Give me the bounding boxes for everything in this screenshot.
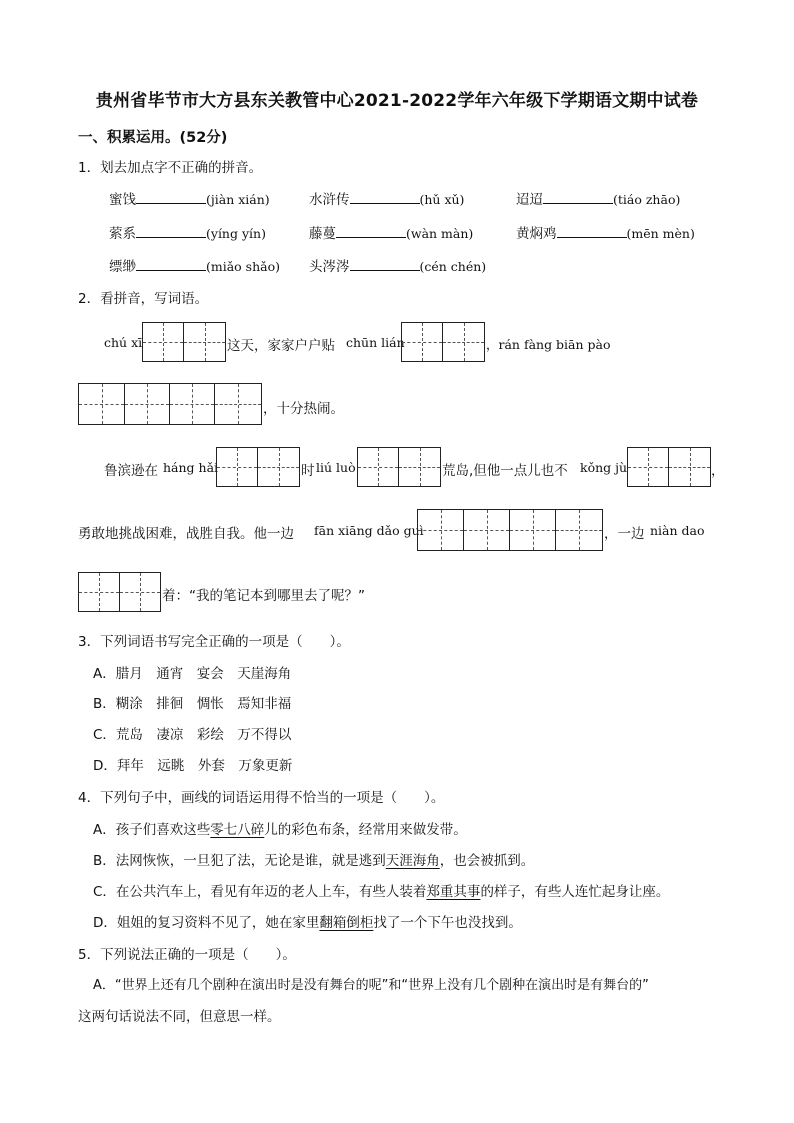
q1-pinyin: (mēn mèn) xyxy=(626,226,695,241)
option-text: D．姐姐的复习资料不见了，她在家里 xyxy=(93,915,320,931)
q1-word: 藤蔓 xyxy=(309,226,336,242)
q1-word: 黄焖鸡 xyxy=(516,226,557,242)
q1-item xyxy=(109,255,280,275)
sentence-text: ， xyxy=(711,463,725,479)
q1-item xyxy=(309,188,464,208)
sentence-text: ，十分热闹。 xyxy=(263,401,344,417)
underlined-phrase: 郑重其事 xyxy=(426,884,481,900)
option-d[interactable]: D．拜年 远眺 外套 万象更新 xyxy=(93,758,293,774)
answer-blank[interactable] xyxy=(557,224,627,238)
grid-cell[interactable] xyxy=(399,448,440,486)
option-text: B．法网恢恢，一旦犯了法，无论是谁，就是逃到 xyxy=(93,853,386,869)
grid-cell[interactable] xyxy=(120,573,160,611)
grid-cell[interactable] xyxy=(402,323,443,361)
pinyin-prompt: ，rán fàng biān pào xyxy=(486,337,611,352)
pinyin-prompt: niàn dao xyxy=(650,523,705,538)
q1-pinyin: (tiáo zhāo) xyxy=(613,192,681,207)
question-3-stem: 3．下列词语书写完全正确的一项是（ ）。 xyxy=(78,634,350,650)
underlined-phrase: 天涯海角 xyxy=(385,853,440,869)
grid-cell[interactable] xyxy=(464,510,510,550)
option-text: ，也会被抓到。 xyxy=(439,853,535,869)
sentence-text: ，一边 xyxy=(604,526,645,542)
underlined-phrase: 零七八碎 xyxy=(210,822,265,838)
sentence-text: 这天，家家户户贴 xyxy=(227,338,335,354)
answer-blank[interactable] xyxy=(136,224,206,238)
q1-item xyxy=(516,222,695,242)
pinyin-prompt: háng hǎi xyxy=(163,460,219,475)
option-d[interactable] xyxy=(93,911,522,931)
option-a[interactable]: A．“世界上还有几个剧种在演出时是没有舞台的呢”和“世界上没有几个剧种在演出时是有舞台的” xyxy=(93,978,649,993)
option-b[interactable]: B．糊涂 排徊 惆怅 焉知非福 xyxy=(93,696,292,712)
q1-word: 萦系 xyxy=(109,226,136,242)
answer-blank[interactable] xyxy=(350,257,420,271)
grid-cell[interactable] xyxy=(215,384,261,424)
q1-word: 水浒传 xyxy=(309,192,350,208)
sentence-text: 鲁滨逊在 xyxy=(104,463,158,479)
option-a[interactable]: A．腊月 通宵 宴会 天崖海角 xyxy=(93,666,292,682)
option-b[interactable] xyxy=(93,849,534,869)
q1-pinyin: (miǎo shǎo) xyxy=(206,259,280,274)
exam-title: 贵州省毕节市大方县东关教管中心2021-2022学年六年级下学期语文期中试卷 xyxy=(95,91,699,111)
grid-cell[interactable] xyxy=(443,323,484,361)
sentence-text: 荒岛,但他一点儿也不 xyxy=(442,463,568,479)
writing-grid-2[interactable] xyxy=(401,322,485,362)
writing-grid-2[interactable] xyxy=(627,447,711,487)
grid-cell[interactable] xyxy=(418,510,464,550)
underlined-phrase: 翻箱倒柜 xyxy=(319,915,374,931)
option-c[interactable]: C．荒岛 凄凉 彩绘 万不得以 xyxy=(93,727,292,743)
sentence-text: 勇敢地挑战困难，战胜自我。他一边 xyxy=(78,526,294,542)
pinyin-prompt: kǒng jù xyxy=(580,460,628,475)
writing-grid-2[interactable] xyxy=(216,447,300,487)
grid-cell[interactable] xyxy=(79,384,125,424)
pinyin-prompt: fān xiāng dǎo guì xyxy=(314,523,424,538)
option-text: A．孩子们喜欢这些 xyxy=(93,822,211,838)
answer-blank[interactable] xyxy=(136,190,206,204)
pinyin-prompt: chūn lián xyxy=(346,335,405,350)
grid-cell[interactable] xyxy=(669,448,710,486)
grid-cell[interactable] xyxy=(79,573,120,611)
pinyin-prompt: chú xī xyxy=(104,335,143,350)
q1-item xyxy=(109,222,266,242)
pinyin-prompt: liú luò xyxy=(316,460,356,475)
writing-grid-2[interactable] xyxy=(142,322,226,362)
q1-pinyin: (hǔ xǔ) xyxy=(419,192,465,207)
q1-item xyxy=(109,188,270,208)
grid-cell[interactable] xyxy=(125,384,170,424)
answer-blank[interactable] xyxy=(336,224,406,238)
sentence-text: 时 xyxy=(301,463,315,479)
option-text: 儿的彩色布条，经常用来做发带。 xyxy=(264,822,467,838)
sentence-text: 着：“我的笔记本到哪里去了呢？” xyxy=(162,588,365,604)
q1-pinyin: (cén chén) xyxy=(419,259,487,274)
grid-cell[interactable] xyxy=(258,448,299,486)
grid-cell[interactable] xyxy=(184,323,225,361)
grid-cell[interactable] xyxy=(170,384,215,424)
grid-cell[interactable] xyxy=(628,448,669,486)
grid-cell[interactable] xyxy=(510,510,556,550)
q1-word: 缥缈 xyxy=(109,259,136,275)
q1-word: 蜜饯 xyxy=(109,192,136,208)
answer-blank[interactable] xyxy=(350,190,420,204)
grid-cell[interactable] xyxy=(556,510,602,550)
writing-grid-2[interactable] xyxy=(357,447,441,487)
answer-blank[interactable] xyxy=(543,190,613,204)
grid-cell[interactable] xyxy=(358,448,399,486)
q1-word: 迢迢 xyxy=(516,192,543,208)
question-4-stem: 4．下列句子中，画线的词语运用得不恰当的一项是（ ）。 xyxy=(78,790,445,806)
writing-grid-4[interactable] xyxy=(78,383,262,425)
option-text: 找了一个下午也没找到。 xyxy=(373,915,522,931)
writing-grid-2[interactable] xyxy=(78,572,161,612)
option-text: 的样子，有些人连忙起身让座。 xyxy=(480,884,670,900)
grid-cell[interactable] xyxy=(143,323,184,361)
grid-cell[interactable] xyxy=(217,448,258,486)
q1-pinyin: (yíng yín) xyxy=(206,226,266,241)
q1-item xyxy=(309,222,473,242)
question-2-stem: 2．看拼音，写词语。 xyxy=(78,291,209,307)
answer-blank[interactable] xyxy=(136,257,206,271)
q1-item xyxy=(516,188,680,208)
section-heading: 一、积累运用。(52分) xyxy=(78,130,228,146)
question-1-stem: 1．划去加点字不正确的拼音。 xyxy=(78,160,263,176)
option-c[interactable] xyxy=(93,880,669,900)
option-a-continued: 这两句话说法不同，但意思一样。 xyxy=(78,1009,281,1025)
question-5-stem: 5．下列说法正确的一项是（ ）。 xyxy=(78,947,296,963)
option-a[interactable] xyxy=(93,818,467,838)
option-text: C．在公共汽车上，看见有年迈的老人上车，有些人装着 xyxy=(93,884,427,900)
q1-pinyin: (wàn màn) xyxy=(406,226,474,241)
q1-item xyxy=(309,255,486,275)
q1-word: 头涔涔 xyxy=(309,259,350,275)
writing-grid-4[interactable] xyxy=(417,509,603,551)
q1-pinyin: (jiàn xián) xyxy=(206,192,270,207)
